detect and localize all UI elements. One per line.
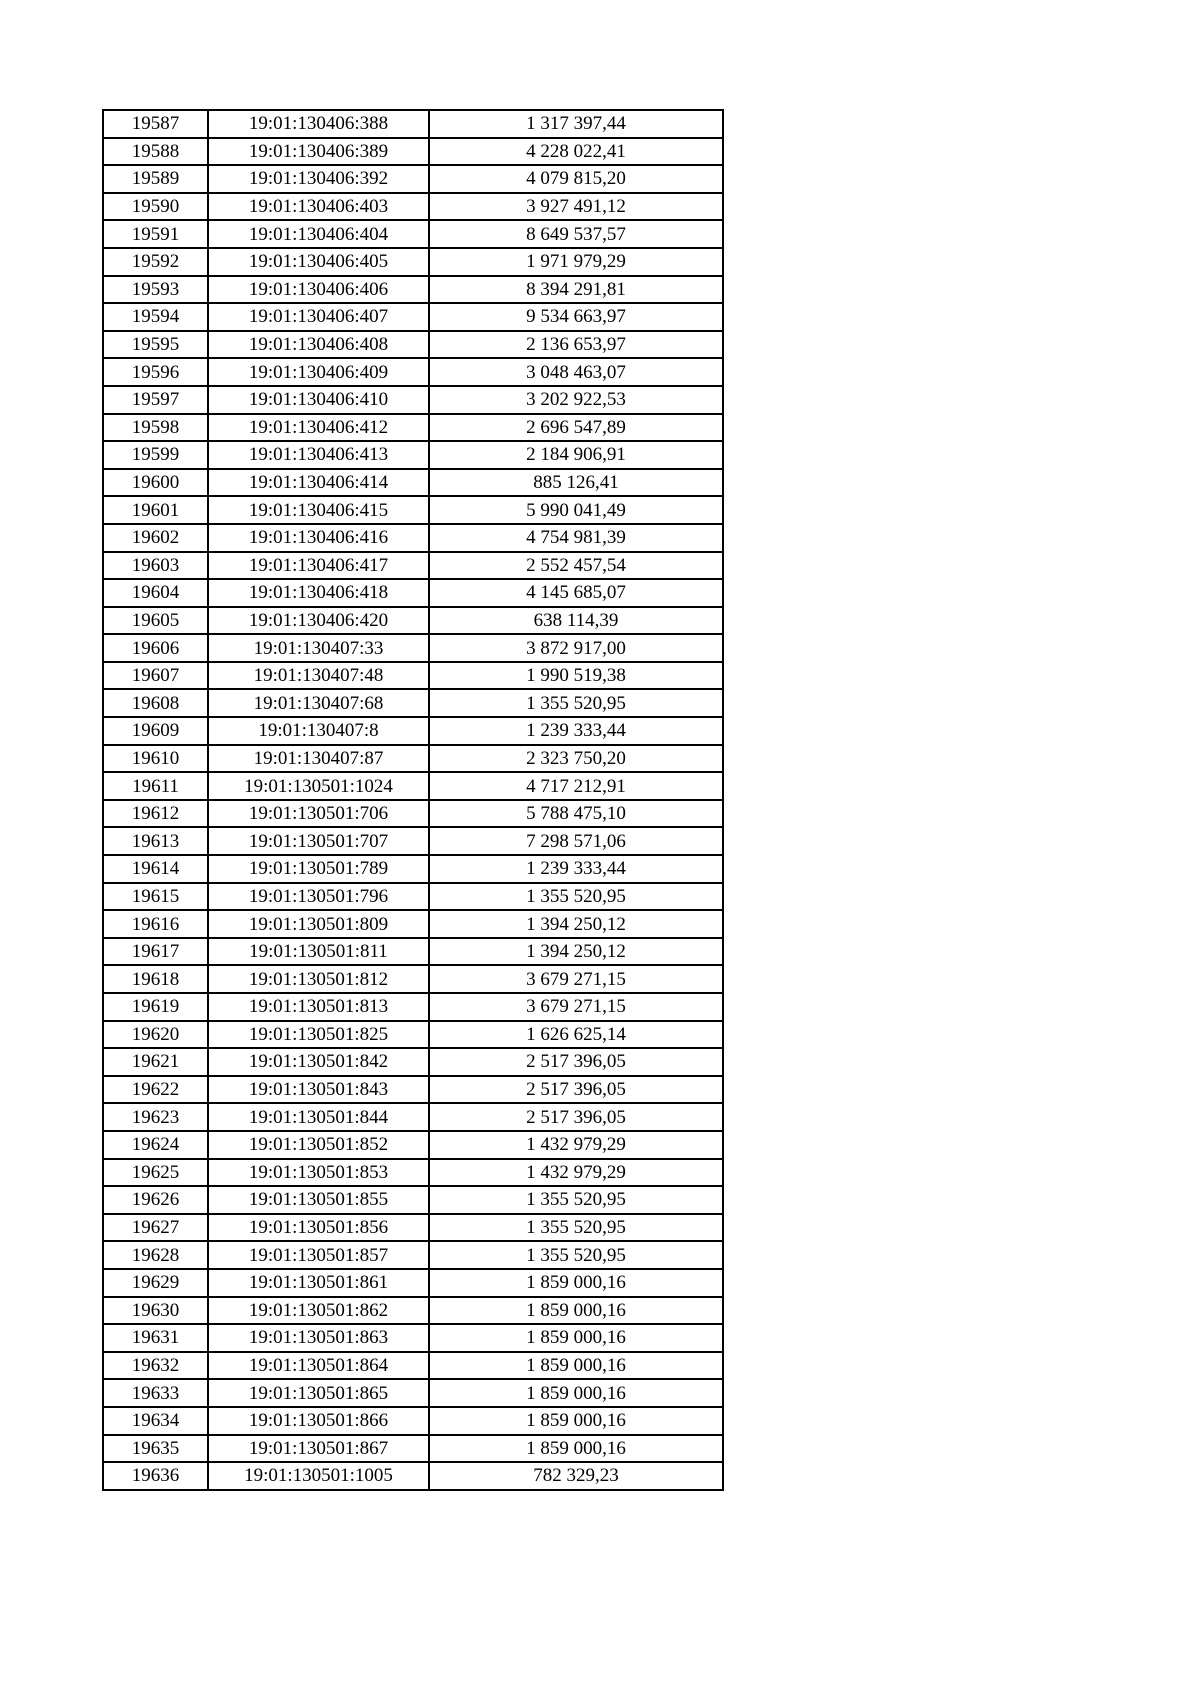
cadastral-number-cell: 19:01:130407:68	[208, 689, 429, 717]
value-cell: 5 788 475,10	[429, 800, 723, 828]
table-row	[103, 662, 723, 690]
table-row	[103, 1021, 723, 1049]
value-cell: 1 432 979,29	[429, 1131, 723, 1159]
cadastral-number-cell: 19:01:130501:706	[208, 800, 429, 828]
cadastral-number-cell: 19:01:130407:8	[208, 717, 429, 745]
table-row	[103, 1352, 723, 1380]
table-row	[103, 248, 723, 276]
cadastral-number-cell: 19:01:130501:852	[208, 1131, 429, 1159]
table-row	[103, 634, 723, 662]
cadastral-number-cell: 19:01:130406:403	[208, 193, 429, 221]
row-number-cell: 19611	[103, 772, 208, 800]
value-cell: 3 679 271,15	[429, 965, 723, 993]
table-row	[103, 1159, 723, 1187]
table-row	[103, 1186, 723, 1214]
value-cell: 1 859 000,16	[429, 1435, 723, 1463]
cadastral-number-cell: 19:01:130407:33	[208, 634, 429, 662]
cadastral-number-cell: 19:01:130406:418	[208, 579, 429, 607]
value-cell: 1 355 520,95	[429, 689, 723, 717]
value-cell: 2 517 396,05	[429, 1103, 723, 1131]
cadastral-number-cell: 19:01:130501:867	[208, 1435, 429, 1463]
table-row	[103, 745, 723, 773]
value-cell: 1 355 520,95	[429, 883, 723, 911]
cadastral-number-cell: 19:01:130406:388	[208, 110, 429, 138]
value-cell: 8 649 537,57	[429, 220, 723, 248]
cadastral-number-cell: 19:01:130406:412	[208, 414, 429, 442]
row-number-cell: 19635	[103, 1435, 208, 1463]
table-row	[103, 607, 723, 635]
row-number-cell: 19629	[103, 1269, 208, 1297]
table-row	[103, 220, 723, 248]
row-number-cell: 19626	[103, 1186, 208, 1214]
value-cell: 1 239 333,44	[429, 717, 723, 745]
value-cell: 1 355 520,95	[429, 1241, 723, 1269]
table-row	[103, 1407, 723, 1435]
cadastral-number-cell: 19:01:130501:856	[208, 1214, 429, 1242]
row-number-cell: 19628	[103, 1241, 208, 1269]
row-number-cell: 19595	[103, 331, 208, 359]
cadastral-number-cell: 19:01:130501:1024	[208, 772, 429, 800]
cadastral-number-cell: 19:01:130501:842	[208, 1048, 429, 1076]
value-cell: 5 990 041,49	[429, 496, 723, 524]
cadastral-number-cell: 19:01:130406:408	[208, 331, 429, 359]
table-row	[103, 1324, 723, 1352]
cadastral-number-cell: 19:01:130501:866	[208, 1407, 429, 1435]
cadastral-number-cell: 19:01:130501:812	[208, 965, 429, 993]
row-number-cell: 19616	[103, 910, 208, 938]
value-cell: 9 534 663,97	[429, 303, 723, 331]
row-number-cell: 19617	[103, 938, 208, 966]
value-cell: 1 317 397,44	[429, 110, 723, 138]
value-cell: 3 202 922,53	[429, 386, 723, 414]
row-number-cell: 19587	[103, 110, 208, 138]
row-number-cell: 19607	[103, 662, 208, 690]
table-row	[103, 441, 723, 469]
table-row	[103, 414, 723, 442]
table-row	[103, 1379, 723, 1407]
table-row	[103, 524, 723, 552]
value-cell: 1 859 000,16	[429, 1324, 723, 1352]
value-cell: 1 971 979,29	[429, 248, 723, 276]
cadastral-number-cell: 19:01:130501:796	[208, 883, 429, 911]
row-number-cell: 19630	[103, 1297, 208, 1325]
row-number-cell: 19601	[103, 496, 208, 524]
table-body	[103, 110, 723, 1490]
cadastral-number-cell: 19:01:130501:811	[208, 938, 429, 966]
table-row	[103, 910, 723, 938]
row-number-cell: 19627	[103, 1214, 208, 1242]
value-cell: 4 079 815,20	[429, 165, 723, 193]
table-row	[103, 331, 723, 359]
cadastral-number-cell: 19:01:130501:863	[208, 1324, 429, 1352]
cadastral-number-cell: 19:01:130501:1005	[208, 1462, 429, 1490]
row-number-cell: 19632	[103, 1352, 208, 1380]
row-number-cell: 19606	[103, 634, 208, 662]
table-row	[103, 1076, 723, 1104]
value-cell: 782 329,23	[429, 1462, 723, 1490]
row-number-cell: 19597	[103, 386, 208, 414]
table-row	[103, 276, 723, 304]
value-cell: 4 754 981,39	[429, 524, 723, 552]
table-row	[103, 469, 723, 497]
table-row	[103, 579, 723, 607]
row-number-cell: 19591	[103, 220, 208, 248]
row-number-cell: 19636	[103, 1462, 208, 1490]
table-row	[103, 717, 723, 745]
row-number-cell: 19620	[103, 1021, 208, 1049]
row-number-cell: 19604	[103, 579, 208, 607]
row-number-cell: 19608	[103, 689, 208, 717]
cadastral-number-cell: 19:01:130501:865	[208, 1379, 429, 1407]
table-row	[103, 193, 723, 221]
row-number-cell: 19619	[103, 993, 208, 1021]
cadastral-number-cell: 19:01:130501:857	[208, 1241, 429, 1269]
value-cell: 1 394 250,12	[429, 910, 723, 938]
row-number-cell: 19594	[103, 303, 208, 331]
row-number-cell: 19618	[103, 965, 208, 993]
value-cell: 1 239 333,44	[429, 855, 723, 883]
value-cell: 1 355 520,95	[429, 1214, 723, 1242]
cadastral-number-cell: 19:01:130501:861	[208, 1269, 429, 1297]
table-row	[103, 800, 723, 828]
table-row	[103, 1297, 723, 1325]
table-row	[103, 772, 723, 800]
table-row	[103, 110, 723, 138]
row-number-cell: 19615	[103, 883, 208, 911]
table-row	[103, 1103, 723, 1131]
row-number-cell: 19589	[103, 165, 208, 193]
table-row	[103, 883, 723, 911]
value-cell: 4 228 022,41	[429, 138, 723, 166]
table-row	[103, 1435, 723, 1463]
cadastral-number-cell: 19:01:130406:407	[208, 303, 429, 331]
cadastral-number-cell: 19:01:130406:405	[208, 248, 429, 276]
row-number-cell: 19590	[103, 193, 208, 221]
table-row	[103, 496, 723, 524]
cadastral-number-cell: 19:01:130406:417	[208, 552, 429, 580]
value-cell: 3 872 917,00	[429, 634, 723, 662]
cadastral-number-cell: 19:01:130406:409	[208, 358, 429, 386]
table-row	[103, 993, 723, 1021]
row-number-cell: 19634	[103, 1407, 208, 1435]
cadastral-number-cell: 19:01:130406:404	[208, 220, 429, 248]
value-cell: 1 355 520,95	[429, 1186, 723, 1214]
value-cell: 885 126,41	[429, 469, 723, 497]
table-row	[103, 1214, 723, 1242]
value-cell: 1 432 979,29	[429, 1159, 723, 1187]
cadastral-number-cell: 19:01:130501:864	[208, 1352, 429, 1380]
value-cell: 3 679 271,15	[429, 993, 723, 1021]
value-cell: 1 859 000,16	[429, 1407, 723, 1435]
row-number-cell: 19593	[103, 276, 208, 304]
cadastral-number-cell: 19:01:130501:825	[208, 1021, 429, 1049]
row-number-cell: 19588	[103, 138, 208, 166]
value-cell: 4 717 212,91	[429, 772, 723, 800]
cadastral-number-cell: 19:01:130406:392	[208, 165, 429, 193]
cadastral-number-cell: 19:01:130501:855	[208, 1186, 429, 1214]
value-cell: 1 990 519,38	[429, 662, 723, 690]
cadastral-number-cell: 19:01:130407:48	[208, 662, 429, 690]
value-cell: 2 184 906,91	[429, 441, 723, 469]
cadastral-number-cell: 19:01:130501:853	[208, 1159, 429, 1187]
cadastral-number-cell: 19:01:130406:406	[208, 276, 429, 304]
value-cell: 1 859 000,16	[429, 1297, 723, 1325]
value-cell: 1 859 000,16	[429, 1352, 723, 1380]
row-number-cell: 19596	[103, 358, 208, 386]
value-cell: 2 552 457,54	[429, 552, 723, 580]
row-number-cell: 19622	[103, 1076, 208, 1104]
value-cell: 2 517 396,05	[429, 1076, 723, 1104]
row-number-cell: 19599	[103, 441, 208, 469]
cadastral-number-cell: 19:01:130406:413	[208, 441, 429, 469]
row-number-cell: 19614	[103, 855, 208, 883]
table-row	[103, 855, 723, 883]
table-row	[103, 689, 723, 717]
cadastral-number-cell: 19:01:130501:862	[208, 1297, 429, 1325]
row-number-cell: 19600	[103, 469, 208, 497]
row-number-cell: 19612	[103, 800, 208, 828]
cadastral-number-cell: 19:01:130407:87	[208, 745, 429, 773]
cadastral-number-cell: 19:01:130406:414	[208, 469, 429, 497]
value-cell: 1 626 625,14	[429, 1021, 723, 1049]
row-number-cell: 19633	[103, 1379, 208, 1407]
table-row	[103, 1131, 723, 1159]
row-number-cell: 19610	[103, 745, 208, 773]
value-cell: 3 048 463,07	[429, 358, 723, 386]
row-number-cell: 19603	[103, 552, 208, 580]
row-number-cell: 19605	[103, 607, 208, 635]
table-row	[103, 358, 723, 386]
value-cell: 2 323 750,20	[429, 745, 723, 773]
row-number-cell: 19625	[103, 1159, 208, 1187]
cadastral-number-cell: 19:01:130501:789	[208, 855, 429, 883]
table-row	[103, 386, 723, 414]
value-cell: 1 394 250,12	[429, 938, 723, 966]
row-number-cell: 19613	[103, 827, 208, 855]
row-number-cell: 19621	[103, 1048, 208, 1076]
row-number-cell: 19592	[103, 248, 208, 276]
value-cell: 3 927 491,12	[429, 193, 723, 221]
cadastral-number-cell: 19:01:130406:415	[208, 496, 429, 524]
table-row	[103, 552, 723, 580]
value-cell: 2 696 547,89	[429, 414, 723, 442]
table-row	[103, 165, 723, 193]
value-cell: 638 114,39	[429, 607, 723, 635]
row-number-cell: 19609	[103, 717, 208, 745]
cadastral-number-cell: 19:01:130501:707	[208, 827, 429, 855]
cadastral-number-cell: 19:01:130501:809	[208, 910, 429, 938]
value-cell: 8 394 291,81	[429, 276, 723, 304]
row-number-cell: 19631	[103, 1324, 208, 1352]
cadastral-number-cell: 19:01:130406:420	[208, 607, 429, 635]
value-cell: 4 145 685,07	[429, 579, 723, 607]
cadastral-number-cell: 19:01:130501:844	[208, 1103, 429, 1131]
cadastral-value-table	[102, 109, 724, 1491]
table-row	[103, 1269, 723, 1297]
row-number-cell: 19602	[103, 524, 208, 552]
table-row	[103, 138, 723, 166]
row-number-cell: 19624	[103, 1131, 208, 1159]
value-cell: 2 136 653,97	[429, 331, 723, 359]
cadastral-number-cell: 19:01:130406:389	[208, 138, 429, 166]
table-row	[103, 1048, 723, 1076]
row-number-cell: 19598	[103, 414, 208, 442]
cadastral-number-cell: 19:01:130406:416	[208, 524, 429, 552]
cadastral-number-cell: 19:01:130406:410	[208, 386, 429, 414]
table-row	[103, 965, 723, 993]
table-row	[103, 1241, 723, 1269]
value-cell: 1 859 000,16	[429, 1269, 723, 1297]
table-row	[103, 1462, 723, 1490]
cadastral-number-cell: 19:01:130501:843	[208, 1076, 429, 1104]
cadastral-number-cell: 19:01:130501:813	[208, 993, 429, 1021]
table-row	[103, 827, 723, 855]
table-row	[103, 303, 723, 331]
value-cell: 2 517 396,05	[429, 1048, 723, 1076]
row-number-cell: 19623	[103, 1103, 208, 1131]
value-cell: 7 298 571,06	[429, 827, 723, 855]
value-cell: 1 859 000,16	[429, 1379, 723, 1407]
table-row	[103, 938, 723, 966]
